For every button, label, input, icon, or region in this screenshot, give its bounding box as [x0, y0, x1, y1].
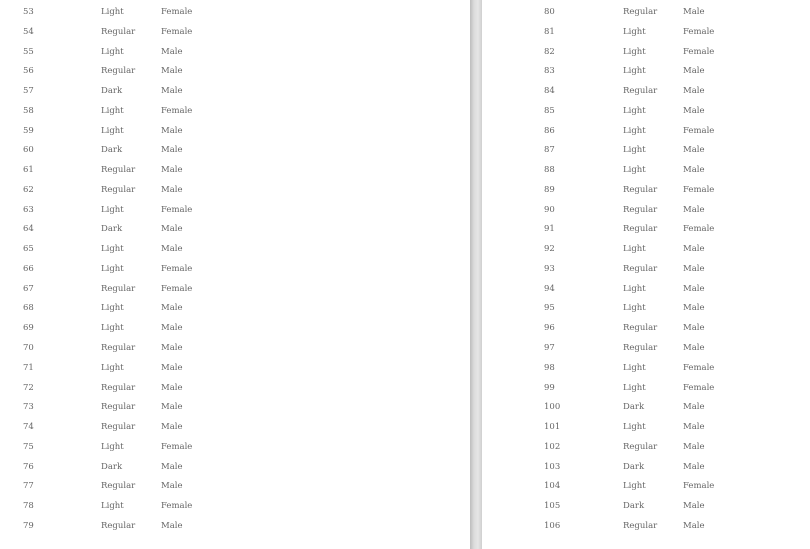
row-id: 82 [544, 46, 555, 57]
table-row [482, 359, 810, 379]
row-gender: Male [683, 441, 705, 452]
row-gender: Female [161, 26, 193, 37]
row-id: 70 [23, 343, 34, 354]
row-gender: Female [683, 184, 715, 195]
row-skin-tone: Light [623, 362, 646, 373]
row-id: 67 [23, 283, 34, 294]
row-gender: Female [683, 224, 715, 235]
row-id: 63 [23, 204, 34, 215]
table-row [0, 3, 470, 23]
row-gender: Male [161, 461, 183, 472]
row-id: 93 [544, 263, 555, 274]
table-row [0, 240, 470, 260]
row-id: 75 [23, 441, 34, 452]
table-row [482, 260, 810, 280]
row-gender: Male [683, 303, 705, 314]
row-gender: Female [683, 125, 715, 136]
table-row [482, 438, 810, 458]
row-skin-tone: Regular [623, 86, 658, 97]
table-body-right [482, 3, 810, 537]
row-id: 76 [23, 461, 34, 472]
row-id: 78 [23, 501, 34, 512]
table-row [482, 201, 810, 221]
row-gender: Male [683, 86, 705, 97]
table-row [482, 161, 810, 181]
row-skin-tone: Light [623, 303, 646, 314]
row-skin-tone: Light [101, 441, 124, 452]
row-id: 61 [23, 165, 34, 176]
row-skin-tone: Dark [623, 461, 645, 472]
row-id: 96 [544, 323, 555, 334]
row-id: 65 [23, 244, 34, 255]
row-id: 85 [544, 105, 555, 116]
row-id: 88 [544, 165, 555, 176]
row-id: 71 [23, 362, 34, 373]
row-skin-tone: Light [101, 362, 124, 373]
row-id: 94 [544, 283, 555, 294]
row-gender: Male [161, 402, 183, 413]
row-skin-tone: Dark [101, 224, 123, 235]
table-row [0, 141, 470, 161]
row-id: 104 [544, 481, 561, 492]
table-row [0, 477, 470, 497]
row-id: 68 [23, 303, 34, 314]
row-skin-tone: Light [623, 26, 646, 37]
table-row [0, 23, 470, 43]
row-skin-tone: Regular [101, 343, 136, 354]
row-skin-tone: Light [101, 323, 124, 334]
row-gender: Male [683, 520, 705, 531]
table-row [482, 398, 810, 418]
row-skin-tone: Regular [623, 7, 658, 17]
row-skin-tone: Regular [623, 343, 658, 354]
row-gender: Male [161, 145, 183, 156]
table-row [0, 438, 470, 458]
table-row [0, 299, 470, 319]
table-row [0, 122, 470, 142]
table-row [482, 181, 810, 201]
row-id: 103 [544, 461, 561, 472]
row-gender: Female [683, 481, 715, 492]
table-row [0, 201, 470, 221]
row-gender: Male [161, 125, 183, 136]
row-skin-tone: Light [623, 105, 646, 116]
table-row [482, 122, 810, 142]
row-gender: Male [161, 362, 183, 373]
table-row [0, 220, 470, 240]
row-skin-tone: Regular [623, 520, 658, 531]
table-row [482, 458, 810, 478]
row-id: 79 [23, 520, 34, 531]
table-row [0, 260, 470, 280]
row-skin-tone: Regular [101, 165, 136, 176]
table-body-left [0, 3, 470, 537]
row-gender: Female [161, 283, 193, 294]
row-id: 81 [544, 26, 555, 37]
row-id: 102 [544, 441, 561, 452]
table-row [482, 319, 810, 339]
table-row [482, 477, 810, 497]
row-gender: Female [683, 26, 715, 37]
row-id: 89 [544, 184, 555, 195]
row-gender: Female [161, 441, 193, 452]
row-id: 60 [23, 145, 34, 156]
row-gender: Female [161, 263, 193, 274]
row-skin-tone: Regular [101, 422, 136, 433]
row-skin-tone: Light [101, 204, 124, 215]
row-skin-tone: Regular [101, 382, 136, 393]
table-row [482, 418, 810, 438]
row-skin-tone: Dark [101, 86, 123, 97]
row-skin-tone: Light [101, 105, 124, 116]
row-id: 62 [23, 184, 34, 195]
row-gender: Male [683, 165, 705, 176]
row-skin-tone: Light [623, 244, 646, 255]
row-id: 66 [23, 263, 34, 274]
table-row [482, 43, 810, 63]
table-row [0, 82, 470, 102]
row-id: 59 [23, 125, 34, 136]
row-id: 55 [23, 46, 34, 57]
row-id: 87 [544, 145, 555, 156]
row-gender: Male [683, 244, 705, 255]
row-gender: Female [683, 46, 715, 57]
table-row [0, 418, 470, 438]
row-skin-tone: Light [101, 125, 124, 136]
row-skin-tone: Dark [623, 402, 645, 413]
table-row [0, 161, 470, 181]
table-row [0, 62, 470, 82]
row-id: 92 [544, 244, 555, 255]
row-id: 101 [544, 422, 561, 433]
row-gender: Male [161, 382, 183, 393]
row-id: 106 [544, 520, 561, 531]
row-id: 64 [23, 224, 34, 235]
table-row [0, 43, 470, 63]
row-skin-tone: Dark [101, 461, 123, 472]
row-skin-tone: Light [623, 66, 646, 77]
row-skin-tone: Regular [101, 481, 136, 492]
row-gender: Male [161, 481, 183, 492]
row-gender: Female [161, 105, 193, 116]
row-id: 90 [544, 204, 555, 215]
row-id: 69 [23, 323, 34, 334]
row-gender: Male [161, 244, 183, 255]
row-gender: Male [161, 343, 183, 354]
row-gender: Female [683, 382, 715, 393]
row-gender: Female [161, 204, 193, 215]
row-skin-tone: Light [101, 263, 124, 274]
row-skin-tone: Light [101, 46, 124, 57]
table-row [482, 3, 810, 23]
row-skin-tone: Regular [101, 520, 136, 531]
table-row [482, 517, 810, 537]
row-skin-tone: Regular [623, 263, 658, 274]
row-gender: Male [161, 303, 183, 314]
table-row [482, 141, 810, 161]
row-id: 86 [544, 125, 555, 136]
row-skin-tone: Regular [101, 26, 136, 37]
row-id: 100 [544, 402, 561, 413]
row-skin-tone: Regular [101, 402, 136, 413]
row-gender: Male [161, 323, 183, 334]
row-skin-tone: Light [623, 165, 646, 176]
row-gender: Male [683, 402, 705, 413]
table-row [0, 339, 470, 359]
row-skin-tone: Light [101, 501, 124, 512]
row-skin-tone: Regular [623, 184, 658, 195]
row-gender: Male [161, 422, 183, 433]
row-skin-tone: Light [101, 303, 124, 314]
row-skin-tone: Regular [623, 441, 658, 452]
row-skin-tone: Light [623, 283, 646, 294]
table-row [0, 398, 470, 418]
row-skin-tone: Regular [101, 283, 136, 294]
row-id: 84 [544, 86, 555, 97]
row-gender: Male [161, 46, 183, 57]
row-id: 99 [544, 382, 555, 393]
row-gender: Male [161, 520, 183, 531]
row-skin-tone: Regular [623, 323, 658, 334]
row-gender: Female [161, 7, 193, 17]
table-row [482, 240, 810, 260]
table-row [0, 102, 470, 122]
table-row [482, 102, 810, 122]
table-row [0, 379, 470, 399]
row-skin-tone: Light [623, 145, 646, 156]
table-row [482, 280, 810, 300]
row-skin-tone: Light [623, 422, 646, 433]
row-gender: Male [683, 323, 705, 334]
row-gender: Male [683, 461, 705, 472]
row-skin-tone: Light [101, 244, 124, 255]
table-row [0, 359, 470, 379]
row-gender: Male [161, 66, 183, 77]
row-skin-tone: Regular [623, 204, 658, 215]
page-gutter [470, 0, 482, 549]
row-id: 95 [544, 303, 555, 314]
row-gender: Male [161, 165, 183, 176]
row-id: 74 [23, 422, 34, 433]
table-row [482, 497, 810, 517]
row-skin-tone: Light [101, 7, 124, 17]
row-skin-tone: Light [623, 46, 646, 57]
table-row [482, 379, 810, 399]
row-id: 53 [23, 7, 34, 17]
row-gender: Male [683, 263, 705, 274]
table-row [0, 280, 470, 300]
row-gender: Male [683, 501, 705, 512]
row-gender: Male [683, 343, 705, 354]
table-row [0, 497, 470, 517]
row-gender: Male [683, 7, 705, 17]
table-row [482, 82, 810, 102]
row-gender: Male [683, 66, 705, 77]
row-gender: Male [683, 145, 705, 156]
table-row [482, 62, 810, 82]
row-id: 83 [544, 66, 555, 77]
row-id: 91 [544, 224, 555, 235]
row-id: 56 [23, 66, 34, 77]
table-row [482, 339, 810, 359]
row-skin-tone: Light [623, 125, 646, 136]
table-row [0, 181, 470, 201]
table-row [482, 220, 810, 240]
row-gender: Male [683, 283, 705, 294]
row-id: 57 [23, 86, 34, 97]
row-gender: Female [161, 501, 193, 512]
row-id: 77 [23, 481, 34, 492]
row-id: 98 [544, 362, 555, 373]
table-row [0, 319, 470, 339]
row-gender: Male [683, 204, 705, 215]
row-id: 72 [23, 382, 34, 393]
row-skin-tone: Light [623, 382, 646, 393]
row-skin-tone: Light [623, 481, 646, 492]
row-gender: Male [683, 105, 705, 116]
row-skin-tone: Dark [101, 145, 123, 156]
row-gender: Male [683, 422, 705, 433]
row-id: 80 [544, 7, 555, 17]
row-id: 97 [544, 343, 555, 354]
row-skin-tone: Regular [101, 184, 136, 195]
row-gender: Male [161, 224, 183, 235]
table-row [0, 517, 470, 537]
row-id: 105 [544, 501, 561, 512]
row-gender: Male [161, 86, 183, 97]
table-row [482, 299, 810, 319]
row-id: 54 [23, 26, 34, 37]
row-gender: Female [683, 362, 715, 373]
row-id: 58 [23, 105, 34, 116]
row-gender: Male [161, 184, 183, 195]
row-id: 73 [23, 402, 34, 413]
row-skin-tone: Regular [101, 66, 136, 77]
table-row [482, 23, 810, 43]
document-page-right [482, 0, 810, 549]
row-skin-tone: Regular [623, 224, 658, 235]
table-row [0, 458, 470, 478]
row-skin-tone: Dark [623, 501, 645, 512]
